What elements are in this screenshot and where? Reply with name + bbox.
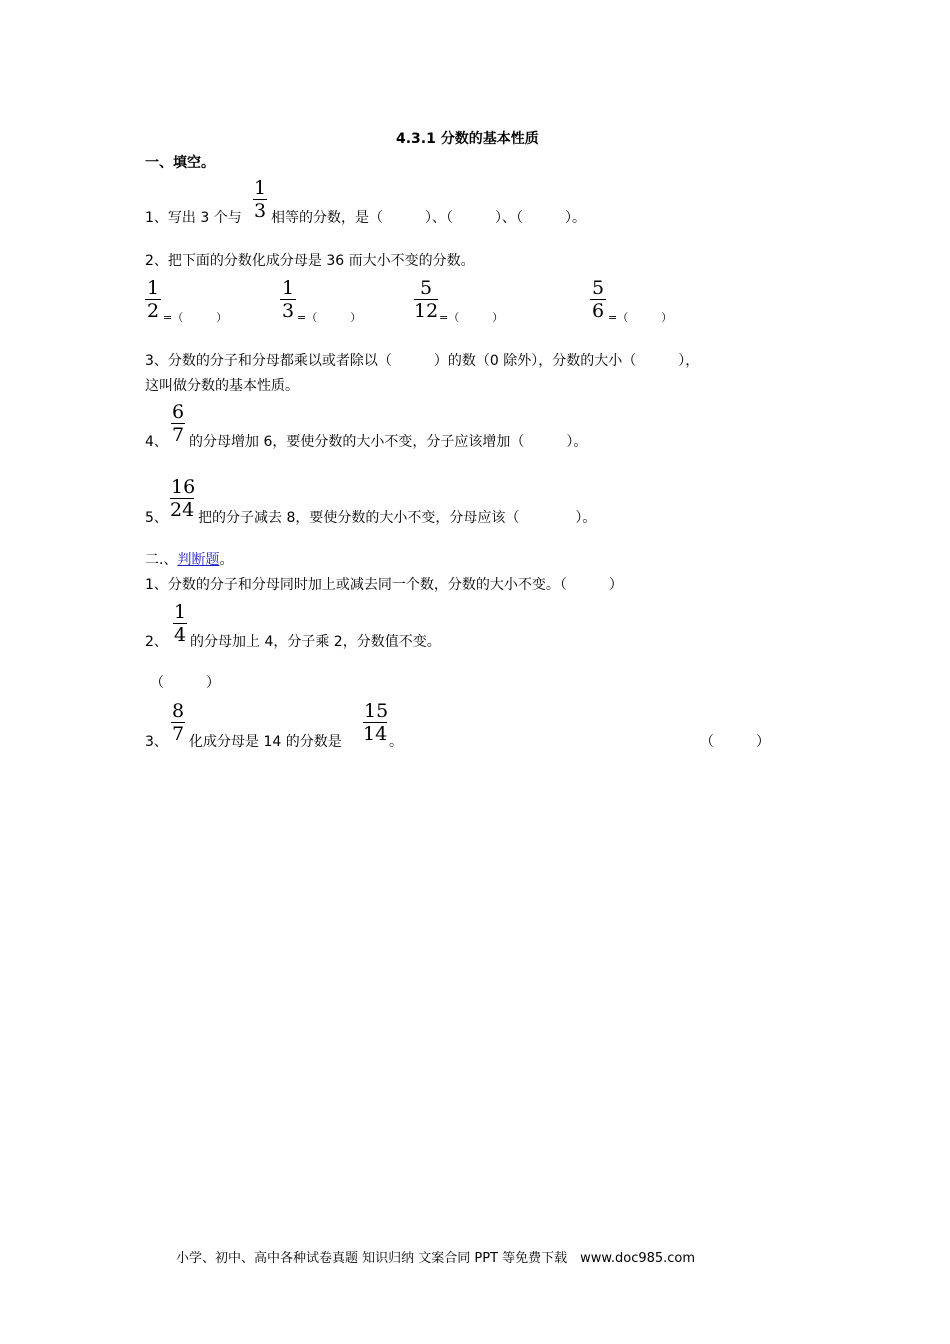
judgement-link[interactable]: 判断题 xyxy=(177,552,220,568)
fraction-numerator: 1 xyxy=(254,177,267,199)
q2-answer-3: =（ ） xyxy=(439,311,504,324)
page-footer: 小学、初中、高中各种试卷真题 知识归纳 文案合同 PPT 等免费下载 www.doc985.com xyxy=(176,1251,696,1266)
q1-prefix: 1、写出 3 个与 xyxy=(145,210,242,226)
fraction-denominator: 7 xyxy=(171,424,185,446)
fraction-numerator: 1 xyxy=(174,601,187,623)
q2-text: 2、把下面的分数化成分母是 36 而大小不变的分数。 xyxy=(145,253,475,269)
q3-line-1: 3、分数的分子和分母都乘以或者除以（ ）的数（0 除外），分数的大小（ ）， xyxy=(145,353,700,369)
heading-suffix: 。 xyxy=(219,552,234,568)
fraction-denominator: 3 xyxy=(281,300,295,322)
judge-q3-fraction-1 xyxy=(171,701,185,744)
fraction-numerator: 8 xyxy=(172,700,185,722)
fraction-denominator: 3 xyxy=(253,200,267,222)
fraction-numerator: 1 xyxy=(146,277,160,299)
q2-answer-4: =（ ） xyxy=(608,311,673,324)
fraction-numerator: 5 xyxy=(591,277,605,299)
page-title: 4.3.1 分数的基本性质 xyxy=(396,131,539,147)
judge-q3-end: 。 xyxy=(389,734,403,750)
q4-fraction xyxy=(171,402,185,445)
section-judgement-heading xyxy=(145,552,233,568)
q2-fraction-2 xyxy=(280,278,296,321)
judge-q1-text: 1、分数的分子和分母同时加上或减去同一个数，分数的大小不变。（ ） xyxy=(145,577,623,593)
q2-fraction-4 xyxy=(590,278,606,321)
q5-prefix: 5、 xyxy=(145,510,168,526)
q3-line-2: 这叫做分数的基本性质。 xyxy=(145,378,299,394)
fraction-denominator: 14 xyxy=(363,723,388,745)
judge-q2-prefix: 2、 xyxy=(145,634,168,650)
fraction-denominator: 2 xyxy=(146,300,160,322)
q2-fraction-3 xyxy=(414,278,438,321)
fraction-numerator: 6 xyxy=(172,401,185,423)
judge-q3-prefix: 3、 xyxy=(145,734,168,750)
q5-suffix: 把的分子减去 8，要使分数的大小不变，分母应该（ ）。 xyxy=(198,510,597,526)
judge-q3-answer-paren: （ ） xyxy=(700,734,770,750)
fraction-denominator: 24 xyxy=(170,499,195,521)
fraction-denominator: 4 xyxy=(173,624,187,646)
fraction-numerator: 15 xyxy=(364,700,389,722)
fraction-denominator: 6 xyxy=(591,300,605,322)
q1-fraction xyxy=(253,178,267,221)
fraction-denominator: 12 xyxy=(414,300,439,322)
section-fill-in-heading: 一、填空。 xyxy=(145,155,215,171)
q2-fraction-1 xyxy=(145,278,161,321)
q4-suffix: 的分母增加 6，要使分数的大小不变，分子应该增加（ ）。 xyxy=(189,434,588,450)
q1-suffix: 相等的分数，是（ ）、（ ）、（ ）。 xyxy=(271,210,586,226)
fraction-denominator: 7 xyxy=(171,723,185,745)
fraction-numerator: 5 xyxy=(414,278,438,300)
q4-prefix: 4、 xyxy=(145,434,168,450)
judge-q2-suffix: 的分母加上 4，分子乘 2，分数值不变。 xyxy=(190,634,441,650)
fraction-numerator: 16 xyxy=(171,476,196,498)
judge-q2-answer-paren: （ ） xyxy=(150,675,220,691)
q2-answer-1: =（ ） xyxy=(163,311,228,324)
judge-q2-fraction xyxy=(173,602,187,645)
judge-q3-middle: 化成分母是 14 的分数是 xyxy=(189,734,342,750)
judge-q3-fraction-2 xyxy=(363,701,387,744)
q5-fraction xyxy=(170,477,194,520)
q2-answer-2: =（ ） xyxy=(297,311,362,324)
heading-prefix: 二.、 xyxy=(145,552,178,568)
fraction-numerator: 1 xyxy=(281,277,295,299)
